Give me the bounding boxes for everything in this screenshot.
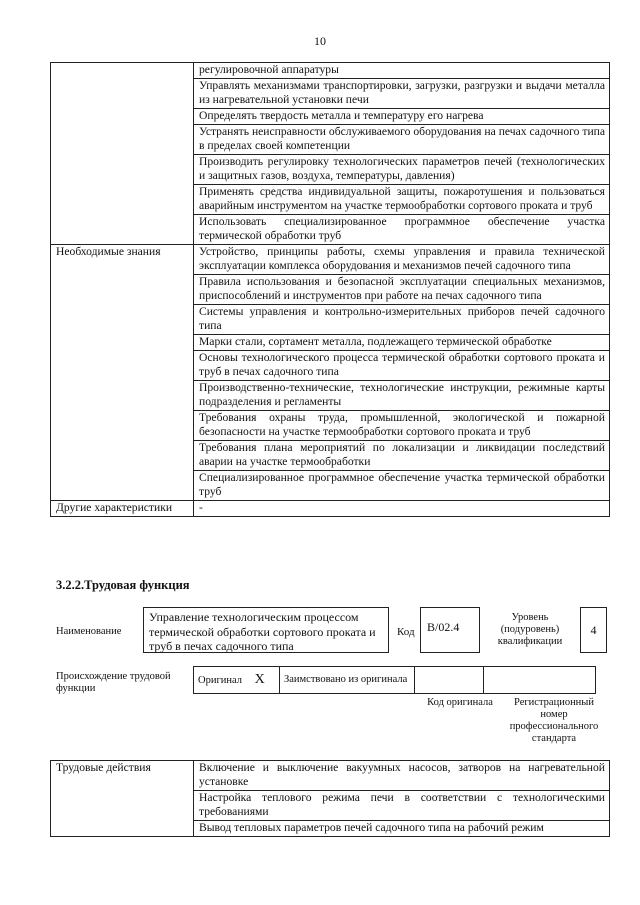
knowledge-item: Основы технологического процесса термической обработки сортового проката и труб в печах садочного типа	[194, 351, 610, 381]
name-label: Наименование	[56, 626, 122, 637]
code-original-cell	[415, 667, 484, 694]
skills-item: Использовать специализированное программное обеспечение участка термической обработки труб	[194, 215, 610, 245]
action-row	[51, 761, 610, 791]
knowledge-item: Специализированное программное обеспечение участка термической обработки труб	[194, 471, 610, 501]
function-name-box: Управление технологическим процессом термической обработки сортового проката и труб в печах садочного типа	[143, 607, 389, 653]
code-original-caption: Код оригинала	[427, 697, 493, 708]
knowledge-item: Марки стали, сортамент металла, подлежащего термической обработке	[194, 335, 610, 351]
knowledge-label: Необходимые знания	[51, 245, 194, 501]
action-item: Настройка теплового режима печи в соответствии с технологическими требованиями	[194, 791, 610, 821]
action-label: Трудовые действия	[51, 761, 194, 837]
knowledge-row	[51, 245, 610, 275]
knowledge-item: Требования охраны труда, промышленной, экологической и пожарной безопасности на участке термообработки сортового проката и труб	[194, 411, 610, 441]
knowledge-item: Системы управления и контрольно-измерительных приборов печей садочного типа	[194, 305, 610, 335]
knowledge-item: Правила использования и безопасной эксплуатации специальных механизмов, приспособлений и инструментов при работе на печах садочного типа	[194, 275, 610, 305]
skills-item: Применять средства индивидуальной защиты, пожаротушения и пользоваться аварийным инструментом на участке термообработки сортового проката и труб	[194, 185, 610, 215]
code-label: Код	[397, 626, 415, 638]
knowledge-item: Устройство, принципы работы, схемы управления и правила технической эксплуатации комплекса оборудования и механизмов печей садочного типа	[194, 245, 610, 275]
labor-actions-table	[50, 760, 610, 837]
knowledge-item: Требования плана мероприятий по локализации и ликвидации последствий аварии на участке термообработки	[194, 441, 610, 471]
function-code-box: B/02.4	[420, 607, 480, 653]
original-cell	[194, 667, 280, 694]
other-value: -	[194, 501, 610, 517]
reg-number-caption: Регистрационный номер профессионального стандарта	[509, 697, 599, 744]
original-mark: X	[254, 671, 265, 687]
origin-label: Происхождение трудовой функции	[56, 671, 171, 694]
skills-label	[51, 63, 194, 245]
other-label: Другие характеристики	[51, 501, 194, 517]
skills-knowledge-table	[50, 62, 610, 517]
borrowed-cell: Заимствовано из оригинала	[280, 667, 415, 694]
other-row	[51, 501, 610, 517]
origin-table	[193, 666, 596, 694]
skills-row	[51, 63, 610, 79]
knowledge-item: Производственно-технические, технологические инструкции, режимные карты подразделения и регламенты	[194, 381, 610, 411]
action-item: Вывод тепловых параметров печей садочного типа на рабочий режим	[194, 821, 610, 837]
original-label: Оригинал	[198, 674, 242, 686]
action-item: Включение и выключение вакуумных насосов, затворов на нагревательной установке	[194, 761, 610, 791]
level-label: Уровень (подуровень) квалификации	[497, 612, 563, 647]
skills-item: Управлять механизмами транспортировки, загрузки, разгрузки и выдачи металла из нагревательной установки печи	[194, 79, 610, 109]
skills-item: регулировочной аппаратуры	[194, 63, 610, 79]
page-number: 10	[314, 34, 326, 48]
reg-number-cell	[484, 667, 596, 694]
skills-item: Производить регулировку технологических параметров печей (технологических и защитных газов, воздуха, температуры, давления)	[194, 155, 610, 185]
section-title: 3.2.2.Трудовая функция	[56, 578, 190, 592]
skills-item: Устранять неисправности обслуживаемого оборудования на печах садочного типа в пределах своей компетенции	[194, 125, 610, 155]
skills-item: Определять твердость металла и температуру его нагрева	[194, 109, 610, 125]
level-box: 4	[580, 607, 607, 653]
